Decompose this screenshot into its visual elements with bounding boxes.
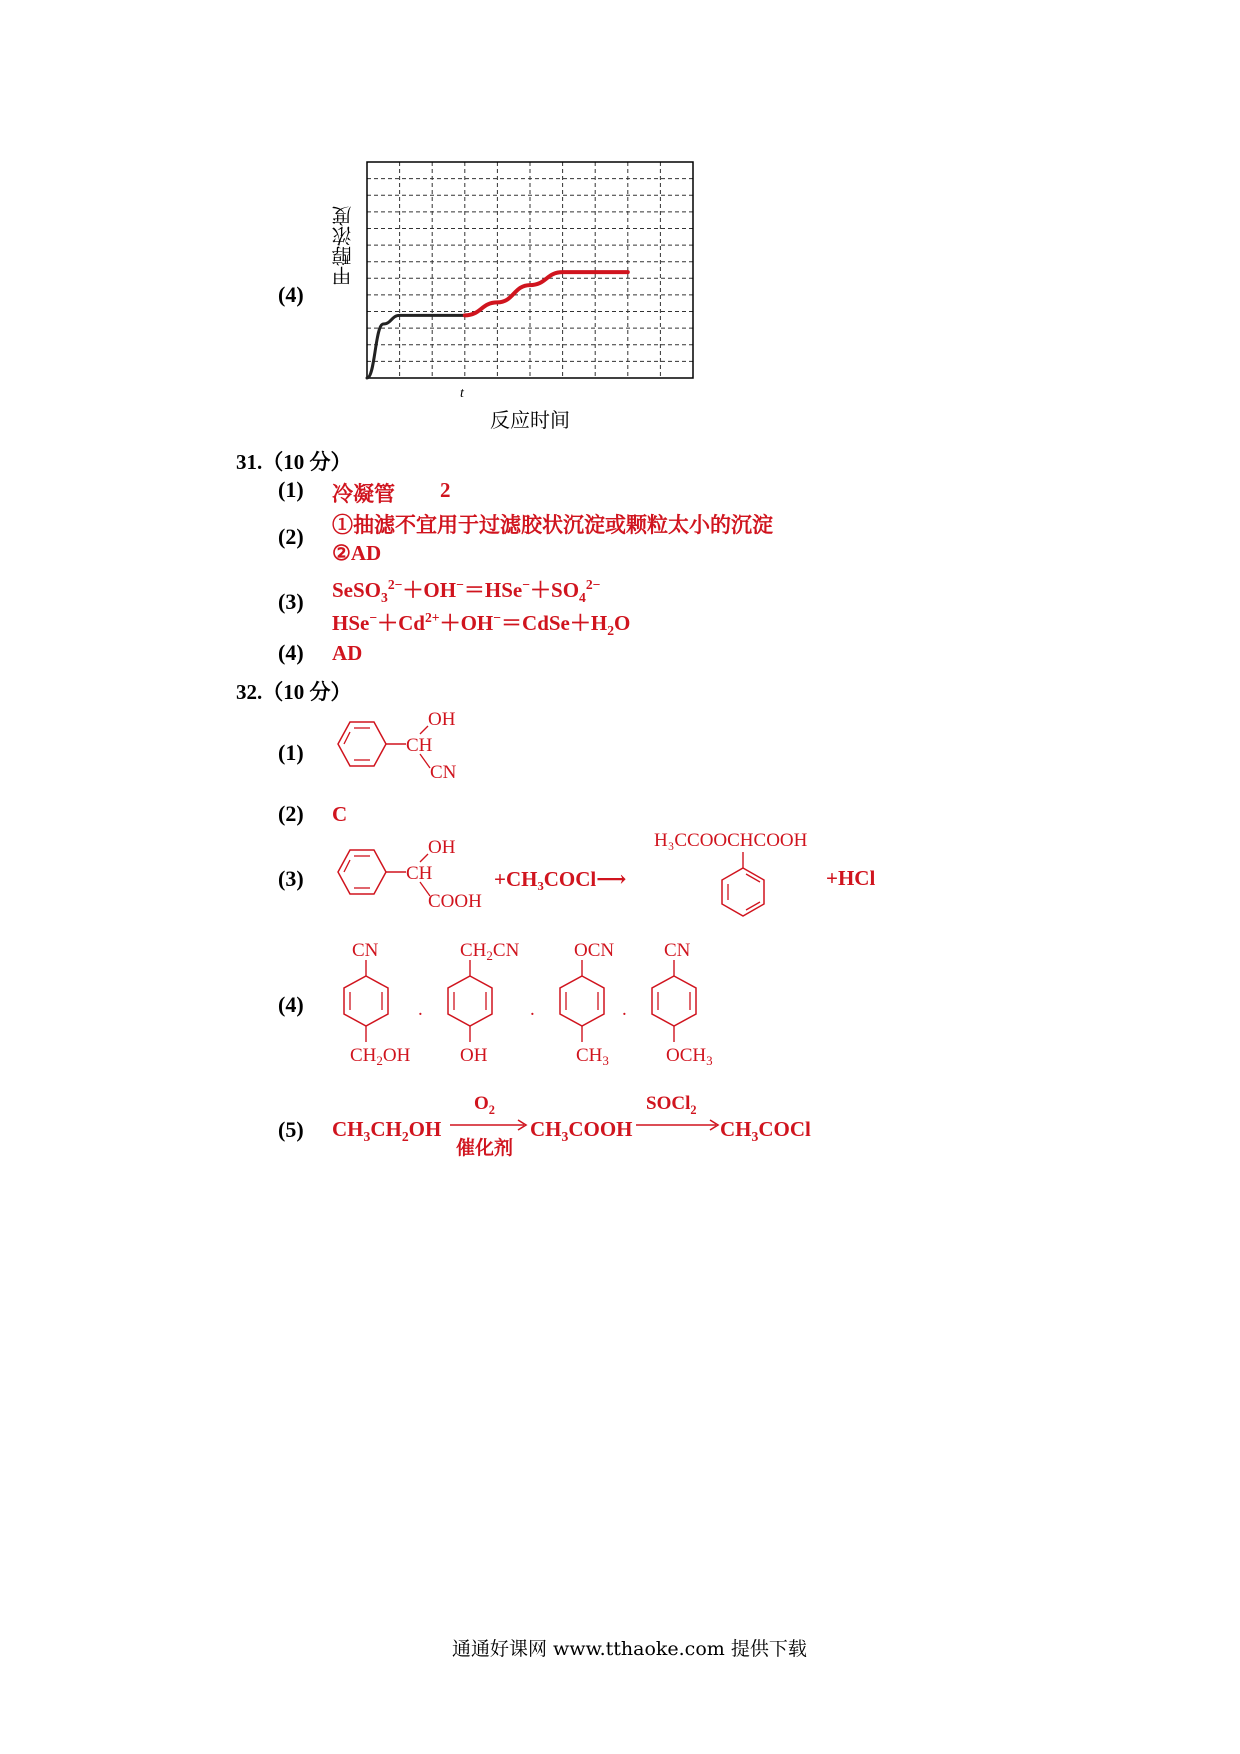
chart-x-axis-label: 反应时间 bbox=[490, 408, 570, 432]
svg-text:CH3: $CH_3$ bbox=[576, 1045, 609, 1068]
isomer-3 bbox=[560, 940, 614, 1068]
q32-p5-arrow1 bbox=[450, 1118, 530, 1132]
q32-p1-label: (1) bbox=[278, 740, 304, 765]
ch-text: CH bbox=[406, 863, 433, 884]
q32-header: 32.（10 分） bbox=[236, 680, 352, 704]
page-footer: 通通好课网 www.tthaoke.com 提供下载 bbox=[452, 1638, 807, 1660]
svg-text:OCN: OCN bbox=[574, 940, 615, 961]
q32-p3-reagent: +CH₃COCl⟶ bbox=[494, 867, 627, 891]
q32-p3-reactant-structure bbox=[330, 837, 500, 920]
q31-p1-answer: 冷凝管 bbox=[332, 482, 395, 506]
q31-p4-answer: AD bbox=[332, 641, 363, 665]
svg-text:.: . bbox=[530, 999, 535, 1020]
q32-p5-intermediate: $CH_3COOH$ bbox=[530, 1117, 633, 1145]
chart-y-axis-label: 甲醇浓度 bbox=[331, 206, 355, 286]
q32-p3-label: (3) bbox=[278, 866, 304, 891]
q31-p3-label: (3) bbox=[278, 589, 304, 614]
svg-text:OCH3: $OCH_3$ bbox=[666, 1045, 713, 1068]
svg-text:CN: CN bbox=[664, 940, 691, 961]
q31-header: 31.（10 分） bbox=[236, 450, 352, 474]
q32-p2-label: (2) bbox=[278, 801, 304, 826]
q32-p4-structures bbox=[330, 940, 750, 1070]
ch-text: CH bbox=[406, 735, 433, 756]
svg-text:.: . bbox=[418, 999, 423, 1020]
svg-text:OH: OH bbox=[460, 1045, 488, 1066]
q31-p2-label: (2) bbox=[278, 524, 304, 549]
q31-p2-line1: ①抽滤不宜用于过滤胶状沉淀或颗粒太小的沉淀 bbox=[332, 513, 773, 537]
isomer-1 bbox=[344, 940, 411, 1068]
oh-text: OH bbox=[428, 837, 456, 858]
chart-t-label: t bbox=[460, 386, 464, 401]
q31-p3-equation2: $HSe^-+Cd^{2+}+OH^-=CdSe+H_2O$ bbox=[332, 610, 631, 639]
q32-p5-arrow2 bbox=[636, 1118, 722, 1132]
q32-p5-label: (5) bbox=[278, 1117, 304, 1142]
q32-p5-step1-reactant: $CH_3CH_2OH$ bbox=[332, 1117, 442, 1145]
series-line-1 bbox=[367, 315, 465, 378]
q32-p3-product-structure bbox=[650, 830, 840, 920]
svg-text:.: . bbox=[622, 999, 627, 1020]
q32-p5-arrow1-top: $O_2$ bbox=[474, 1093, 495, 1117]
svg-text:CH2CN: $CH_2CN$ bbox=[460, 940, 520, 963]
q30-part4-label: (4) bbox=[278, 282, 304, 307]
svg-text:CN: CN bbox=[352, 940, 379, 961]
cooh-text: COOH bbox=[428, 891, 482, 912]
isomer-2 bbox=[448, 940, 520, 1066]
oh-text: OH bbox=[428, 709, 456, 730]
q32-p2-answer: C bbox=[332, 802, 348, 826]
q32-p5-arrow2-top: SOCl$_2$ bbox=[646, 1093, 697, 1117]
q32-p5-arrow1-bottom: 催化剂 bbox=[456, 1138, 514, 1159]
q31-p4-label: (4) bbox=[278, 640, 304, 665]
svg-text:CH2OH: $CH_2OH$ bbox=[350, 1045, 411, 1068]
q31-p1-label: (1) bbox=[278, 477, 304, 502]
cn-text: CN bbox=[430, 762, 457, 783]
q31-p1-answer2: 2 bbox=[440, 478, 451, 502]
q31-p3-equation1: $SeSO_3^{2-}+OH^-=HSe^-+SO_4^{2-}$ bbox=[332, 577, 601, 606]
q32-p4-label: (4) bbox=[278, 992, 304, 1017]
isomer-4 bbox=[652, 940, 713, 1068]
product-formula: H₃CCOOCHCOOH bbox=[654, 830, 808, 851]
methanol-concentration-chart bbox=[365, 160, 695, 380]
q32-p3-hcl: +HCl bbox=[826, 866, 876, 890]
q32-p5-product: $CH_3COCl$ bbox=[720, 1117, 811, 1145]
q31-p2-line2: ②AD bbox=[332, 541, 382, 565]
q32-p1-structure bbox=[330, 709, 480, 792]
